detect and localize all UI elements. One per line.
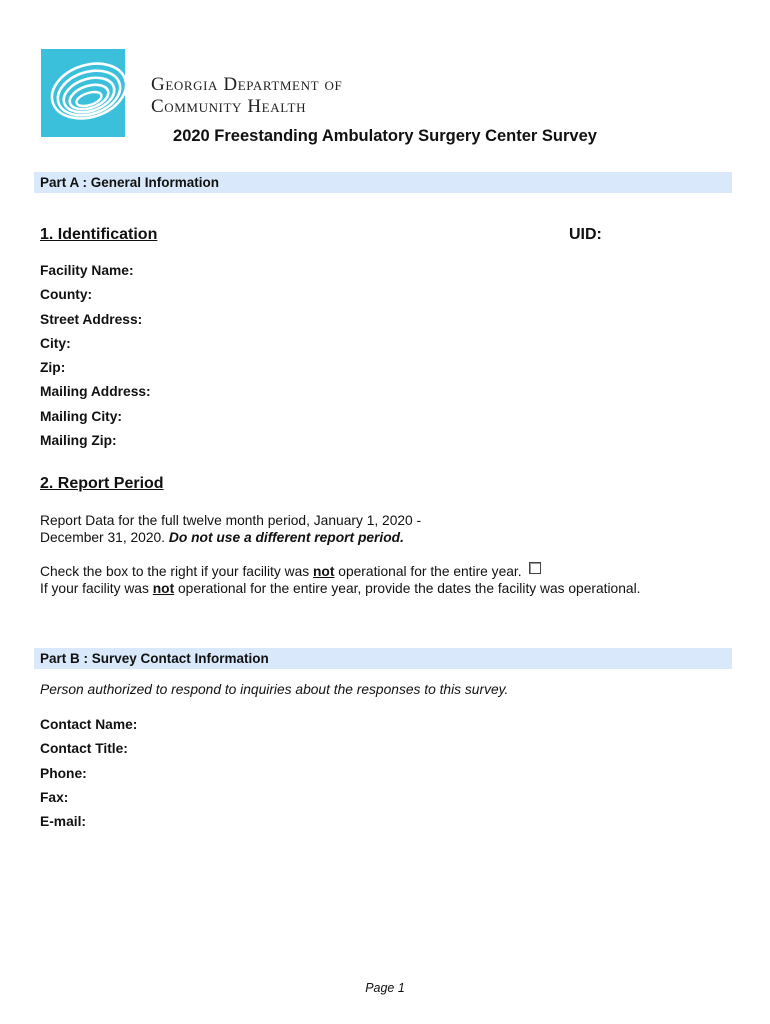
phone-label: Phone: bbox=[40, 765, 87, 781]
report-period-line2 bbox=[40, 529, 421, 546]
mailing-address-label: Mailing Address: bbox=[40, 384, 151, 400]
org-name bbox=[151, 74, 342, 118]
operational-instruction bbox=[40, 580, 640, 597]
contact-name-label: Contact Name: bbox=[40, 717, 138, 732]
city-label: City: bbox=[40, 335, 71, 351]
dch-logo-icon bbox=[41, 49, 125, 137]
survey-title: 2020 Freestanding Ambulatory Surgery Center Survey bbox=[173, 127, 597, 145]
mailing-zip-label: Mailing Zip: bbox=[40, 433, 117, 449]
operational-text-post: operational for the entire year, provide the dates the facility was operational. bbox=[174, 581, 641, 596]
not-operational-checkbox[interactable] bbox=[529, 562, 541, 574]
org-name-line1: Georgia Department of bbox=[151, 74, 343, 95]
report-period-heading: 2. Report Period bbox=[40, 475, 164, 492]
page-number: Page 1 bbox=[365, 981, 405, 995]
zip-label: Zip: bbox=[40, 360, 66, 376]
county-label: County: bbox=[40, 287, 93, 303]
contact-title-label: Contact Title: bbox=[40, 741, 128, 757]
check-text-pre: Check the box to the right if your facility was bbox=[40, 564, 313, 579]
part-b-header: Part B : Survey Contact Information bbox=[34, 648, 732, 669]
contact-note: Person authorized to respond to inquiries about the responses to this survey. bbox=[40, 682, 509, 697]
check-text-post: operational for the entire year. bbox=[334, 564, 522, 579]
check-instruction bbox=[40, 562, 640, 580]
part-a-header: Part A : General Information bbox=[34, 172, 732, 193]
facility-name-label: Facility Name: bbox=[40, 263, 134, 278]
check-text-not: not bbox=[313, 564, 335, 579]
uid-label: UID: bbox=[569, 226, 602, 243]
contact-fields bbox=[40, 713, 137, 834]
org-name-line2: Community Health bbox=[151, 96, 307, 117]
mailing-city-label: Mailing City: bbox=[40, 408, 123, 424]
fax-label: Fax: bbox=[40, 789, 69, 805]
report-period-text bbox=[40, 512, 421, 546]
operational-text bbox=[40, 562, 640, 597]
report-period-warning: Do not use a different report period. bbox=[168, 530, 404, 545]
email-label: E-mail: bbox=[40, 814, 86, 830]
identification-heading: 1. Identification bbox=[40, 226, 158, 243]
street-address-label: Street Address: bbox=[40, 311, 143, 327]
operational-text-not: not bbox=[152, 581, 175, 596]
identification-fields bbox=[40, 259, 151, 453]
operational-text-pre: If your facility was bbox=[40, 581, 153, 596]
report-period-dates: December 31, 2020. bbox=[40, 530, 169, 545]
report-period-line1: Report Data for the full twelve month period, January 1, 2020 - bbox=[40, 513, 422, 528]
